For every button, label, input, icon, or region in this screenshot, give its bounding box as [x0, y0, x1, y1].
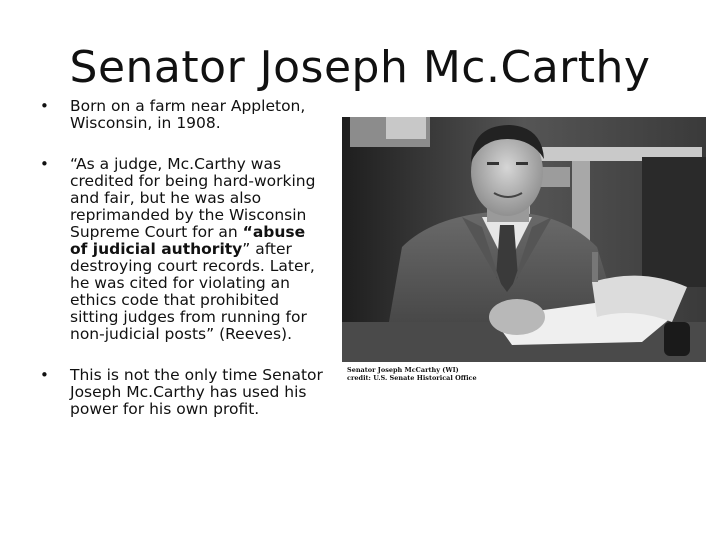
bullet-dot: •: [40, 366, 49, 384]
photo-illustration: [342, 117, 706, 362]
photo-caption: [347, 366, 547, 382]
caption-line-1: Senator Joseph McCarthy (WI): [347, 366, 459, 374]
mccarthy-photo: [342, 117, 706, 362]
bullet-item-power: [40, 367, 325, 418]
bullet-dot: •: [40, 97, 49, 115]
bullet-dot: •: [40, 155, 49, 173]
bullet-text: This is not the only time Senator Joseph Mc.Carthy has used his power for his own profit.: [70, 366, 323, 418]
slide-title: Senator Joseph Mc.Carthy: [69, 42, 651, 93]
bullet-item-birth: [40, 98, 325, 132]
bullet-text-bold: “abuse of judicial authority: [70, 223, 306, 258]
bullet-text-post: ” after destroying court records. Later, he was cited for violating an ethics code that prohibited sitting judges from running for non-judicial posts” (Reeves).: [70, 240, 315, 343]
bullet-text-pre: “As a judge, Mc.Carthy was credited for being hard-working and fair, but he was also reprimanded by the Wisconsin Supreme Court for an: [70, 155, 316, 241]
bullet-item-judge: [40, 156, 325, 343]
bullet-list: [40, 98, 325, 418]
bullet-text: Born on a farm near Appleton, Wisconsin, in 1908.: [70, 97, 306, 132]
caption-line-2: credit: U.S. Senate Historical Office: [347, 374, 477, 382]
